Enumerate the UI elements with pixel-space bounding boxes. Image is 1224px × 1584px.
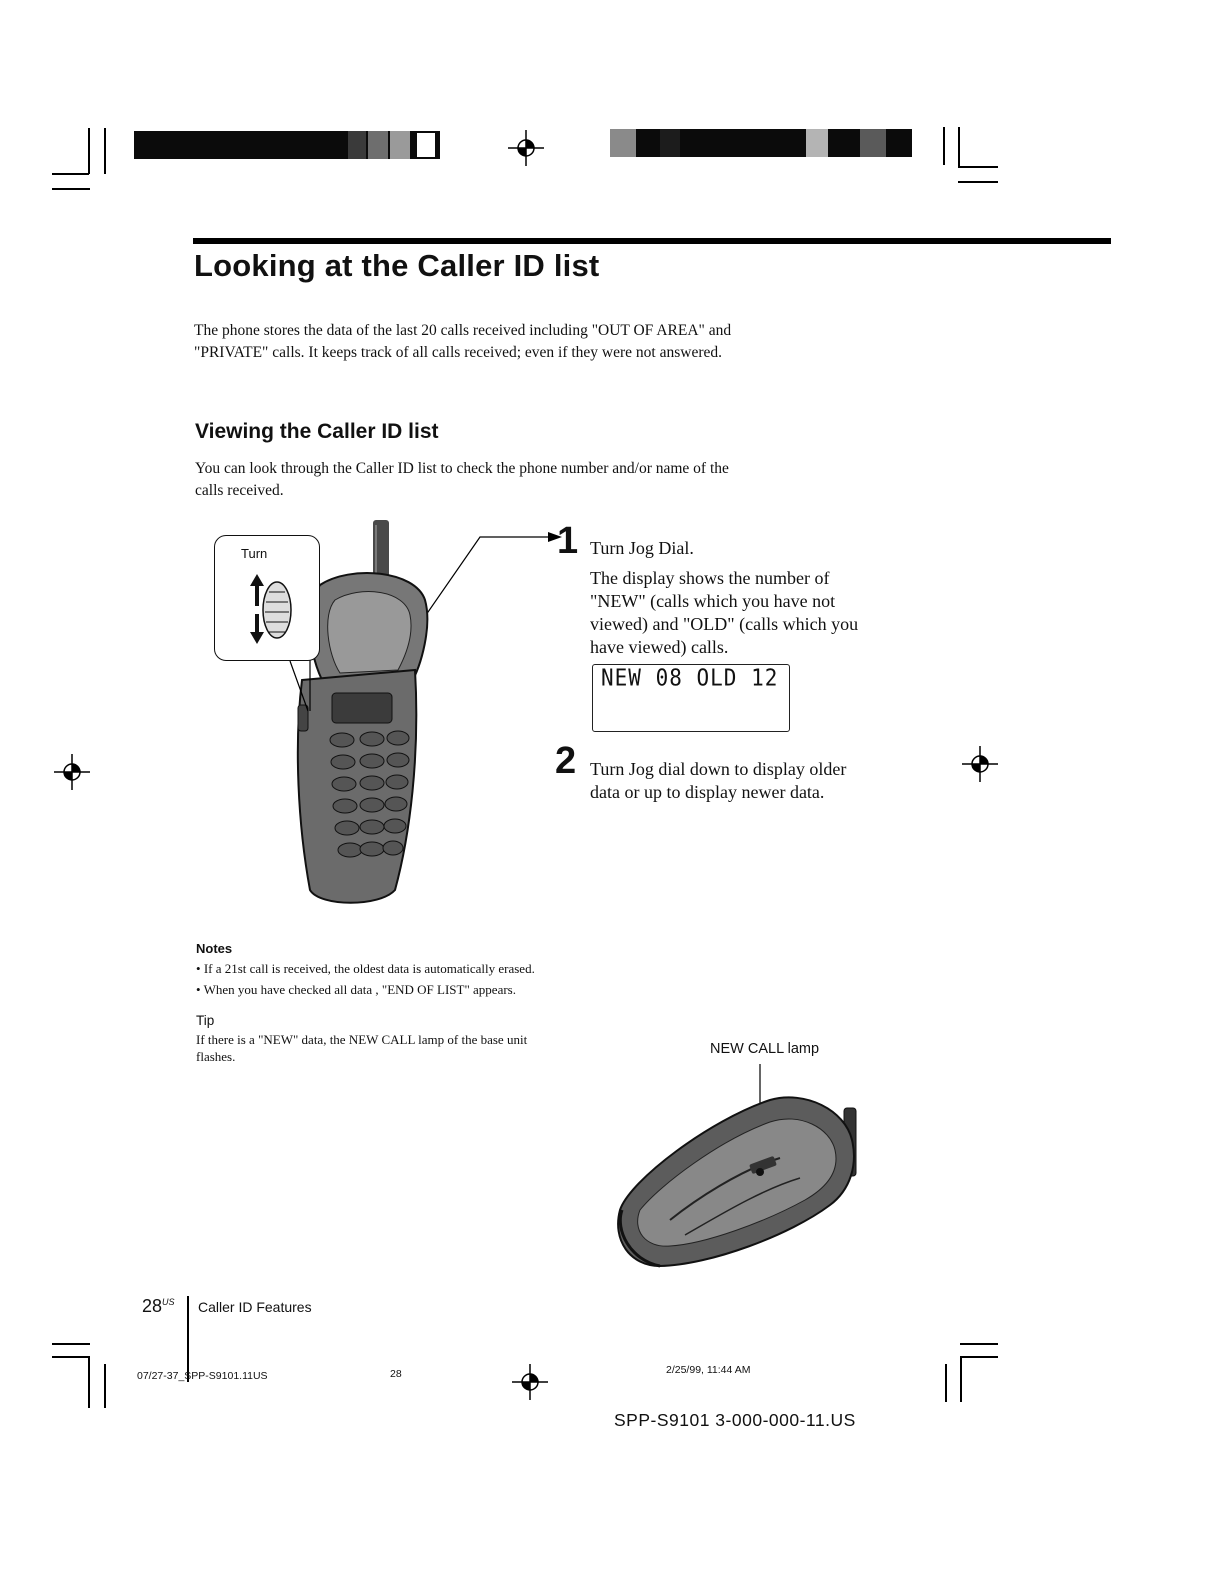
- jog-dial-icon: [233, 570, 305, 650]
- print-file-info: 07/27-37_SPP-S9101.11US: [137, 1370, 268, 1382]
- page-title: Looking at the Caller ID list: [194, 248, 600, 283]
- crop-mark: [88, 128, 90, 174]
- crop-mark: [945, 1364, 947, 1402]
- crop-mark: [960, 1356, 998, 1358]
- page-number-suffix: US: [162, 1297, 175, 1307]
- title-rule: [193, 238, 1111, 244]
- section-description: You can look through the Caller ID list to check the phone number and/or name of the calls received.: [195, 460, 729, 499]
- crop-mark: [52, 173, 89, 175]
- print-page-info: 28: [390, 1368, 402, 1380]
- step-1-number: 1: [557, 520, 579, 562]
- lcd-text: NEW 08 OLD 12: [601, 664, 779, 692]
- crop-mark: [960, 1356, 962, 1402]
- crop-mark: [52, 1356, 90, 1358]
- page-number-value: 28: [142, 1296, 163, 1316]
- turn-label: Turn: [241, 546, 268, 561]
- registration-target-icon: [506, 128, 546, 168]
- footer-section-name: Caller ID Features: [198, 1299, 312, 1315]
- crop-mark: [52, 188, 90, 190]
- registration-bar-left: [134, 131, 440, 159]
- registration-target-icon: [52, 752, 92, 792]
- step-1-detail: The display shows the number of "NEW" (calls which you have not viewed) and "OLD" (calls which you have viewed) calls.: [590, 568, 859, 657]
- crop-mark: [958, 166, 998, 168]
- tip-text: If there is a "NEW" data, the NEW CALL lamp of the base unit flashes.: [196, 1032, 528, 1064]
- turn-callout-box: [214, 535, 320, 661]
- print-timestamp: 2/25/99, 11:44 AM: [666, 1364, 751, 1376]
- registration-target-icon: [960, 744, 1000, 784]
- new-call-lamp-label: NEW CALL lamp: [710, 1041, 820, 1057]
- notes-heading: Notes: [196, 941, 233, 956]
- base-unit-illustration: [600, 1060, 880, 1275]
- step-2-action: Turn Jog dial down to display older data or up to display newer data.: [590, 759, 847, 802]
- section-heading: Viewing the Caller ID list: [195, 420, 439, 443]
- crop-mark: [52, 1343, 90, 1345]
- crop-mark: [958, 181, 998, 183]
- page-number: [142, 1296, 175, 1317]
- note-item: • If a 21st call is received, the oldest data is automatically erased.: [196, 958, 535, 979]
- crop-mark: [960, 1343, 998, 1345]
- tip-heading: Tip: [196, 1013, 215, 1028]
- crop-mark: [958, 127, 960, 167]
- crop-mark: [104, 128, 106, 174]
- crop-mark: [104, 1364, 106, 1408]
- step-2-number: 2: [555, 740, 577, 782]
- intro-paragraph: The phone stores the data of the last 20 calls received including "OUT OF AREA" and "PRIVATE" calls. It keeps track of all calls received; even if they were not answered.: [194, 322, 732, 361]
- step-1-action: Turn Jog Dial.: [590, 538, 694, 558]
- crop-mark: [88, 1356, 90, 1408]
- lcd-display: [592, 664, 790, 732]
- notes-list: [196, 958, 535, 1000]
- registration-target-icon: [510, 1362, 550, 1402]
- registration-bar-right: [610, 129, 912, 157]
- note-item: • When you have checked all data , "END OF LIST" appears.: [196, 979, 535, 1000]
- model-code: SPP-S9101 3-000-000-11.US: [614, 1410, 856, 1430]
- crop-mark: [943, 127, 945, 165]
